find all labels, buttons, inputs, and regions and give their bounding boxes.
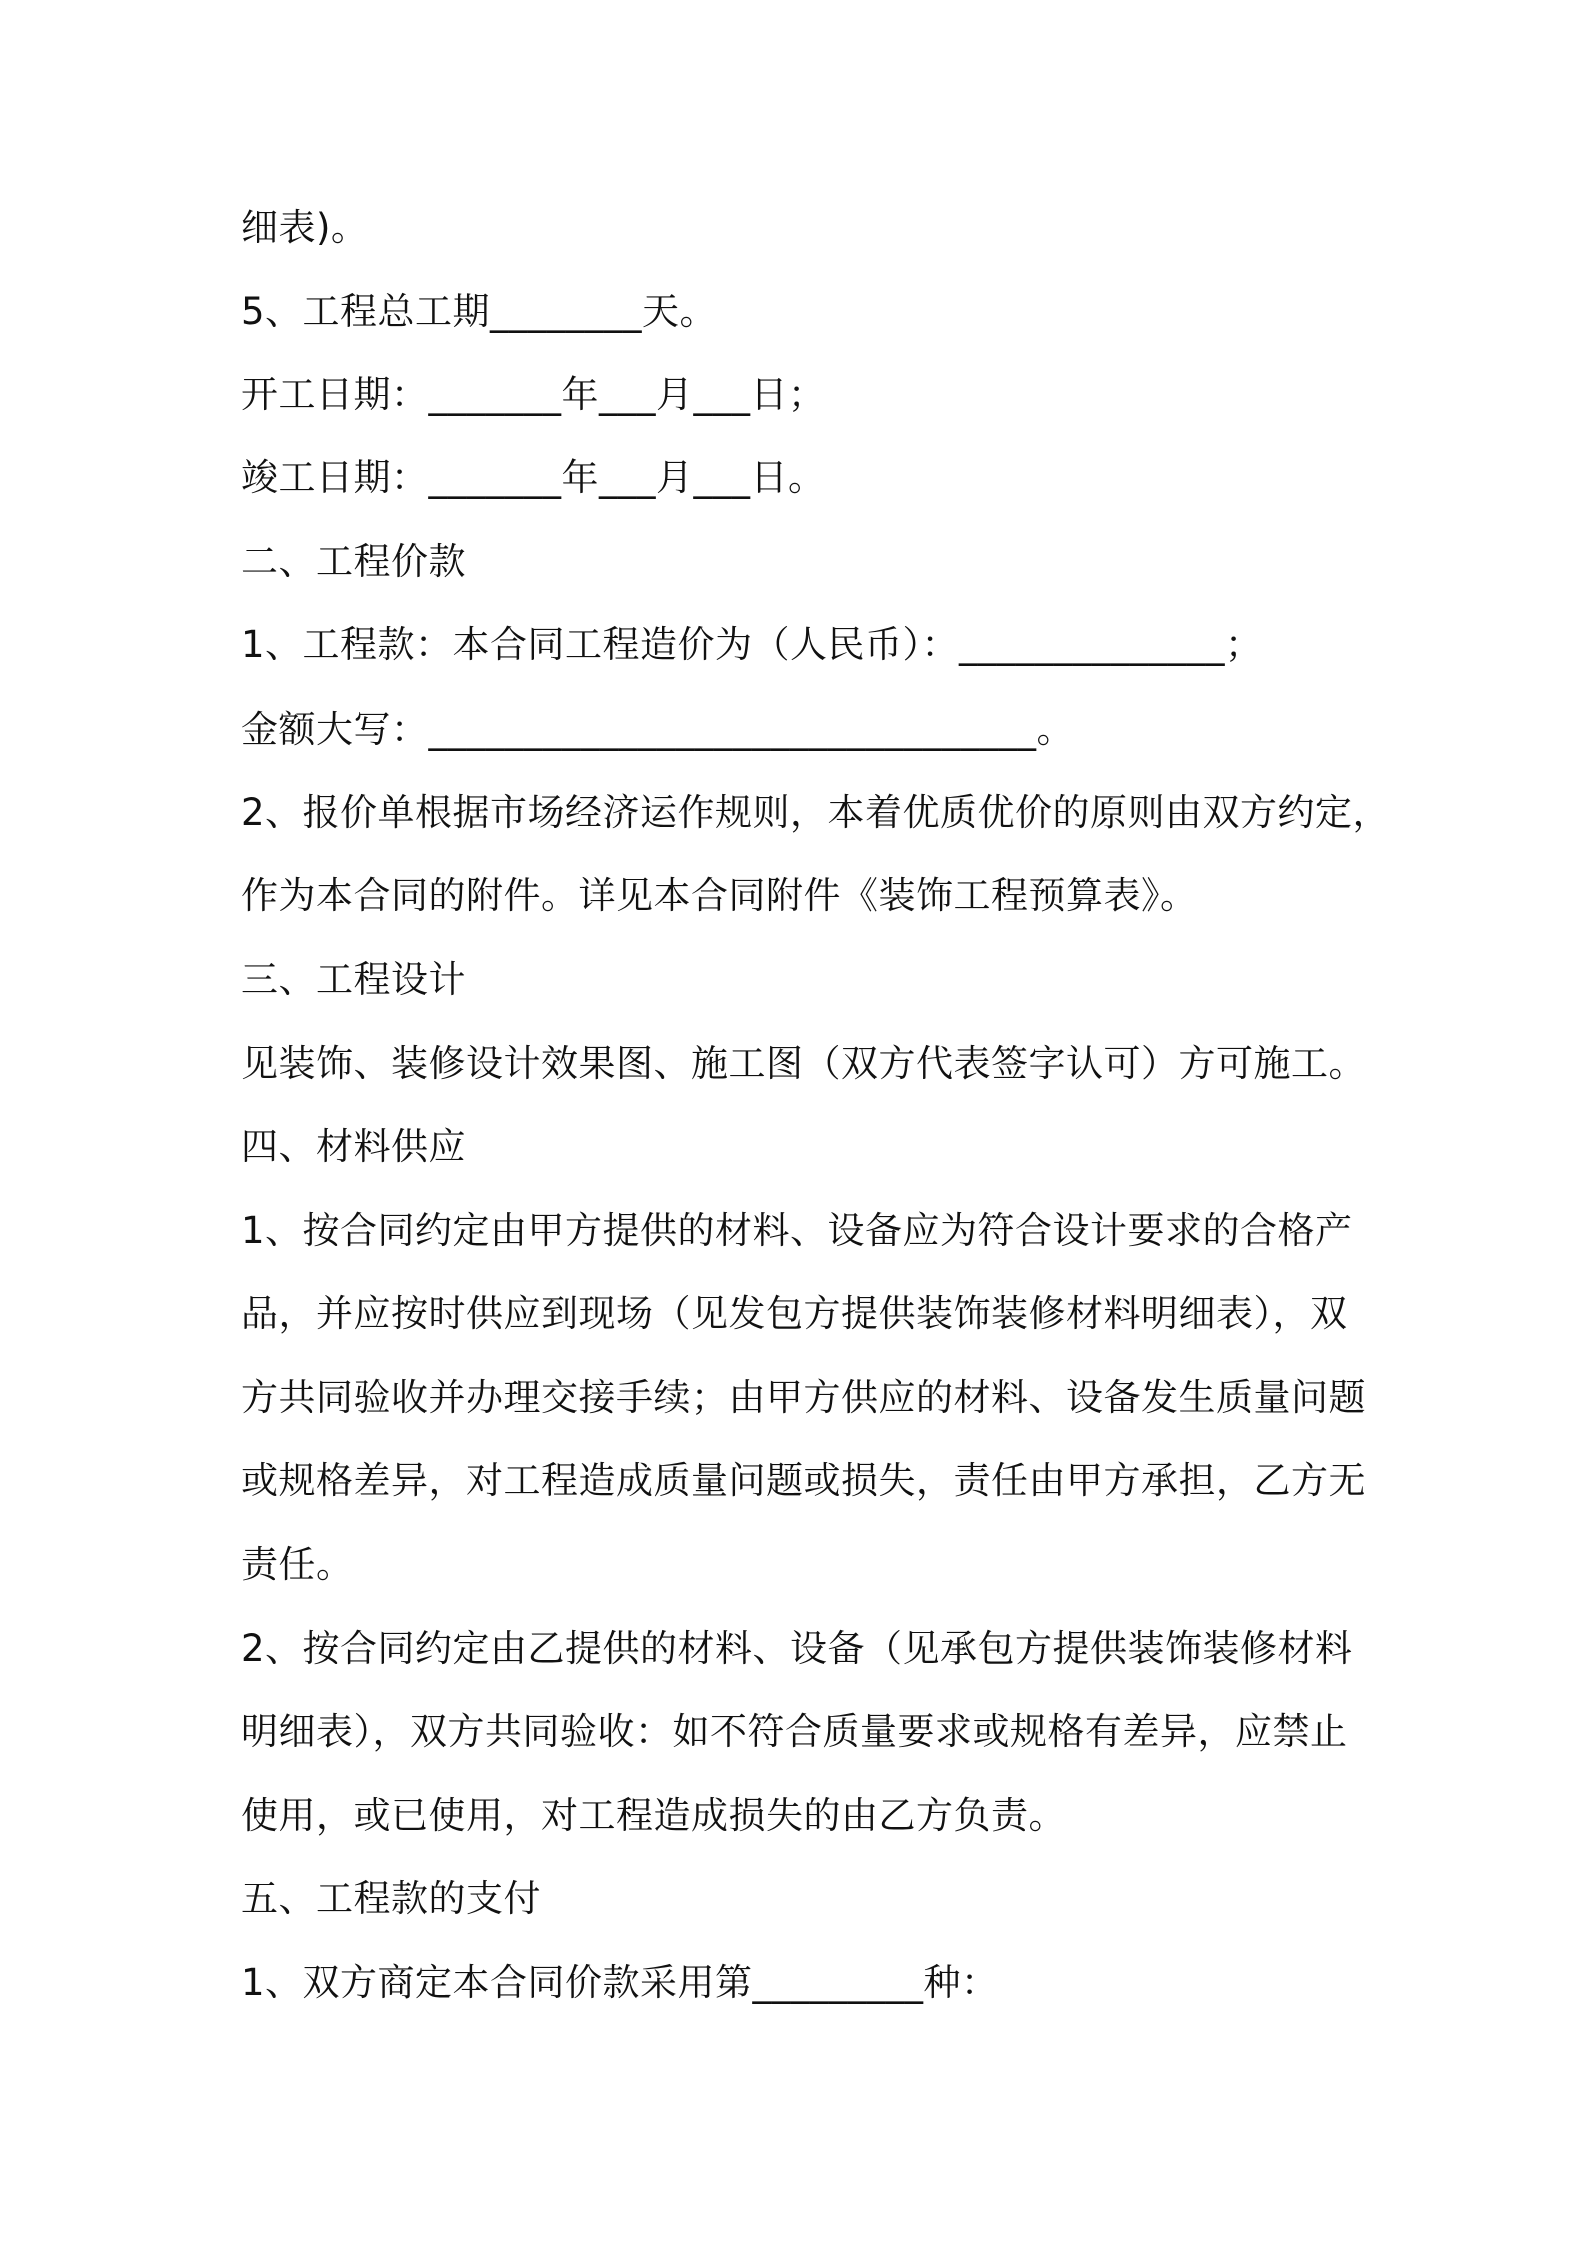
text-line-15: 方共同验收并办理交接手续；由甲方供应的材料、设备发生质量问题	[241, 1376, 1366, 1419]
text-line-18: 2、按合同约定由乙提供的材料、设备（见承包方提供装饰装修材料	[241, 1627, 1353, 1670]
text-line-13: 1、按合同约定由甲方提供的材料、设备应为符合设计要求的合格产	[241, 1209, 1353, 1252]
section-heading-5: 五、工程款的支付	[241, 1877, 541, 1920]
text-line-3: 开工日期：_______年___月___日；	[241, 373, 826, 416]
section-heading-4: 四、材料供应	[241, 1125, 466, 1168]
text-line-19: 明细表），双方共同验收：如不符合质量要求或规格有差异，应禁止	[241, 1710, 1348, 1753]
text-line-22: 1、双方商定本合同价款采用第_________种：	[241, 1961, 999, 2004]
text-line-4: 竣工日期：_______年___月___日。	[241, 456, 826, 499]
text-line-1: 细表)。	[241, 206, 369, 249]
section-heading-3: 三、工程设计	[241, 958, 466, 1001]
text-line-7: 金额大写：________________________________。	[241, 708, 1074, 751]
text-line-11: 见装饰、装修设计效果图、施工图（双方代表签字认可）方可施工。	[241, 1042, 1366, 1085]
text-line-8: 2、报价单根据市场经济运作规则，本着优质优价的原则由双方约定，	[241, 791, 1391, 834]
text-line-16: 或规格差异，对工程造成质量问题或损失，责任由甲方承担，乙方无	[241, 1459, 1366, 1502]
text-line-17: 责任。	[241, 1543, 354, 1586]
text-line-2: 5、工程总工期________天。	[241, 290, 718, 333]
text-line-20: 使用，或已使用，对工程造成损失的由乙方负责。	[241, 1794, 1066, 1837]
text-line-6: 1、工程款：本合同工程造价为（人民币）：______________；	[241, 623, 1263, 666]
text-line-9: 作为本合同的附件。详见本合同附件《装饰工程预算表》。	[241, 874, 1198, 917]
section-heading-2: 二、工程价款	[241, 540, 466, 583]
text-line-14: 品，并应按时供应到现场（见发包方提供装饰装修材料明细表），双	[241, 1292, 1348, 1335]
